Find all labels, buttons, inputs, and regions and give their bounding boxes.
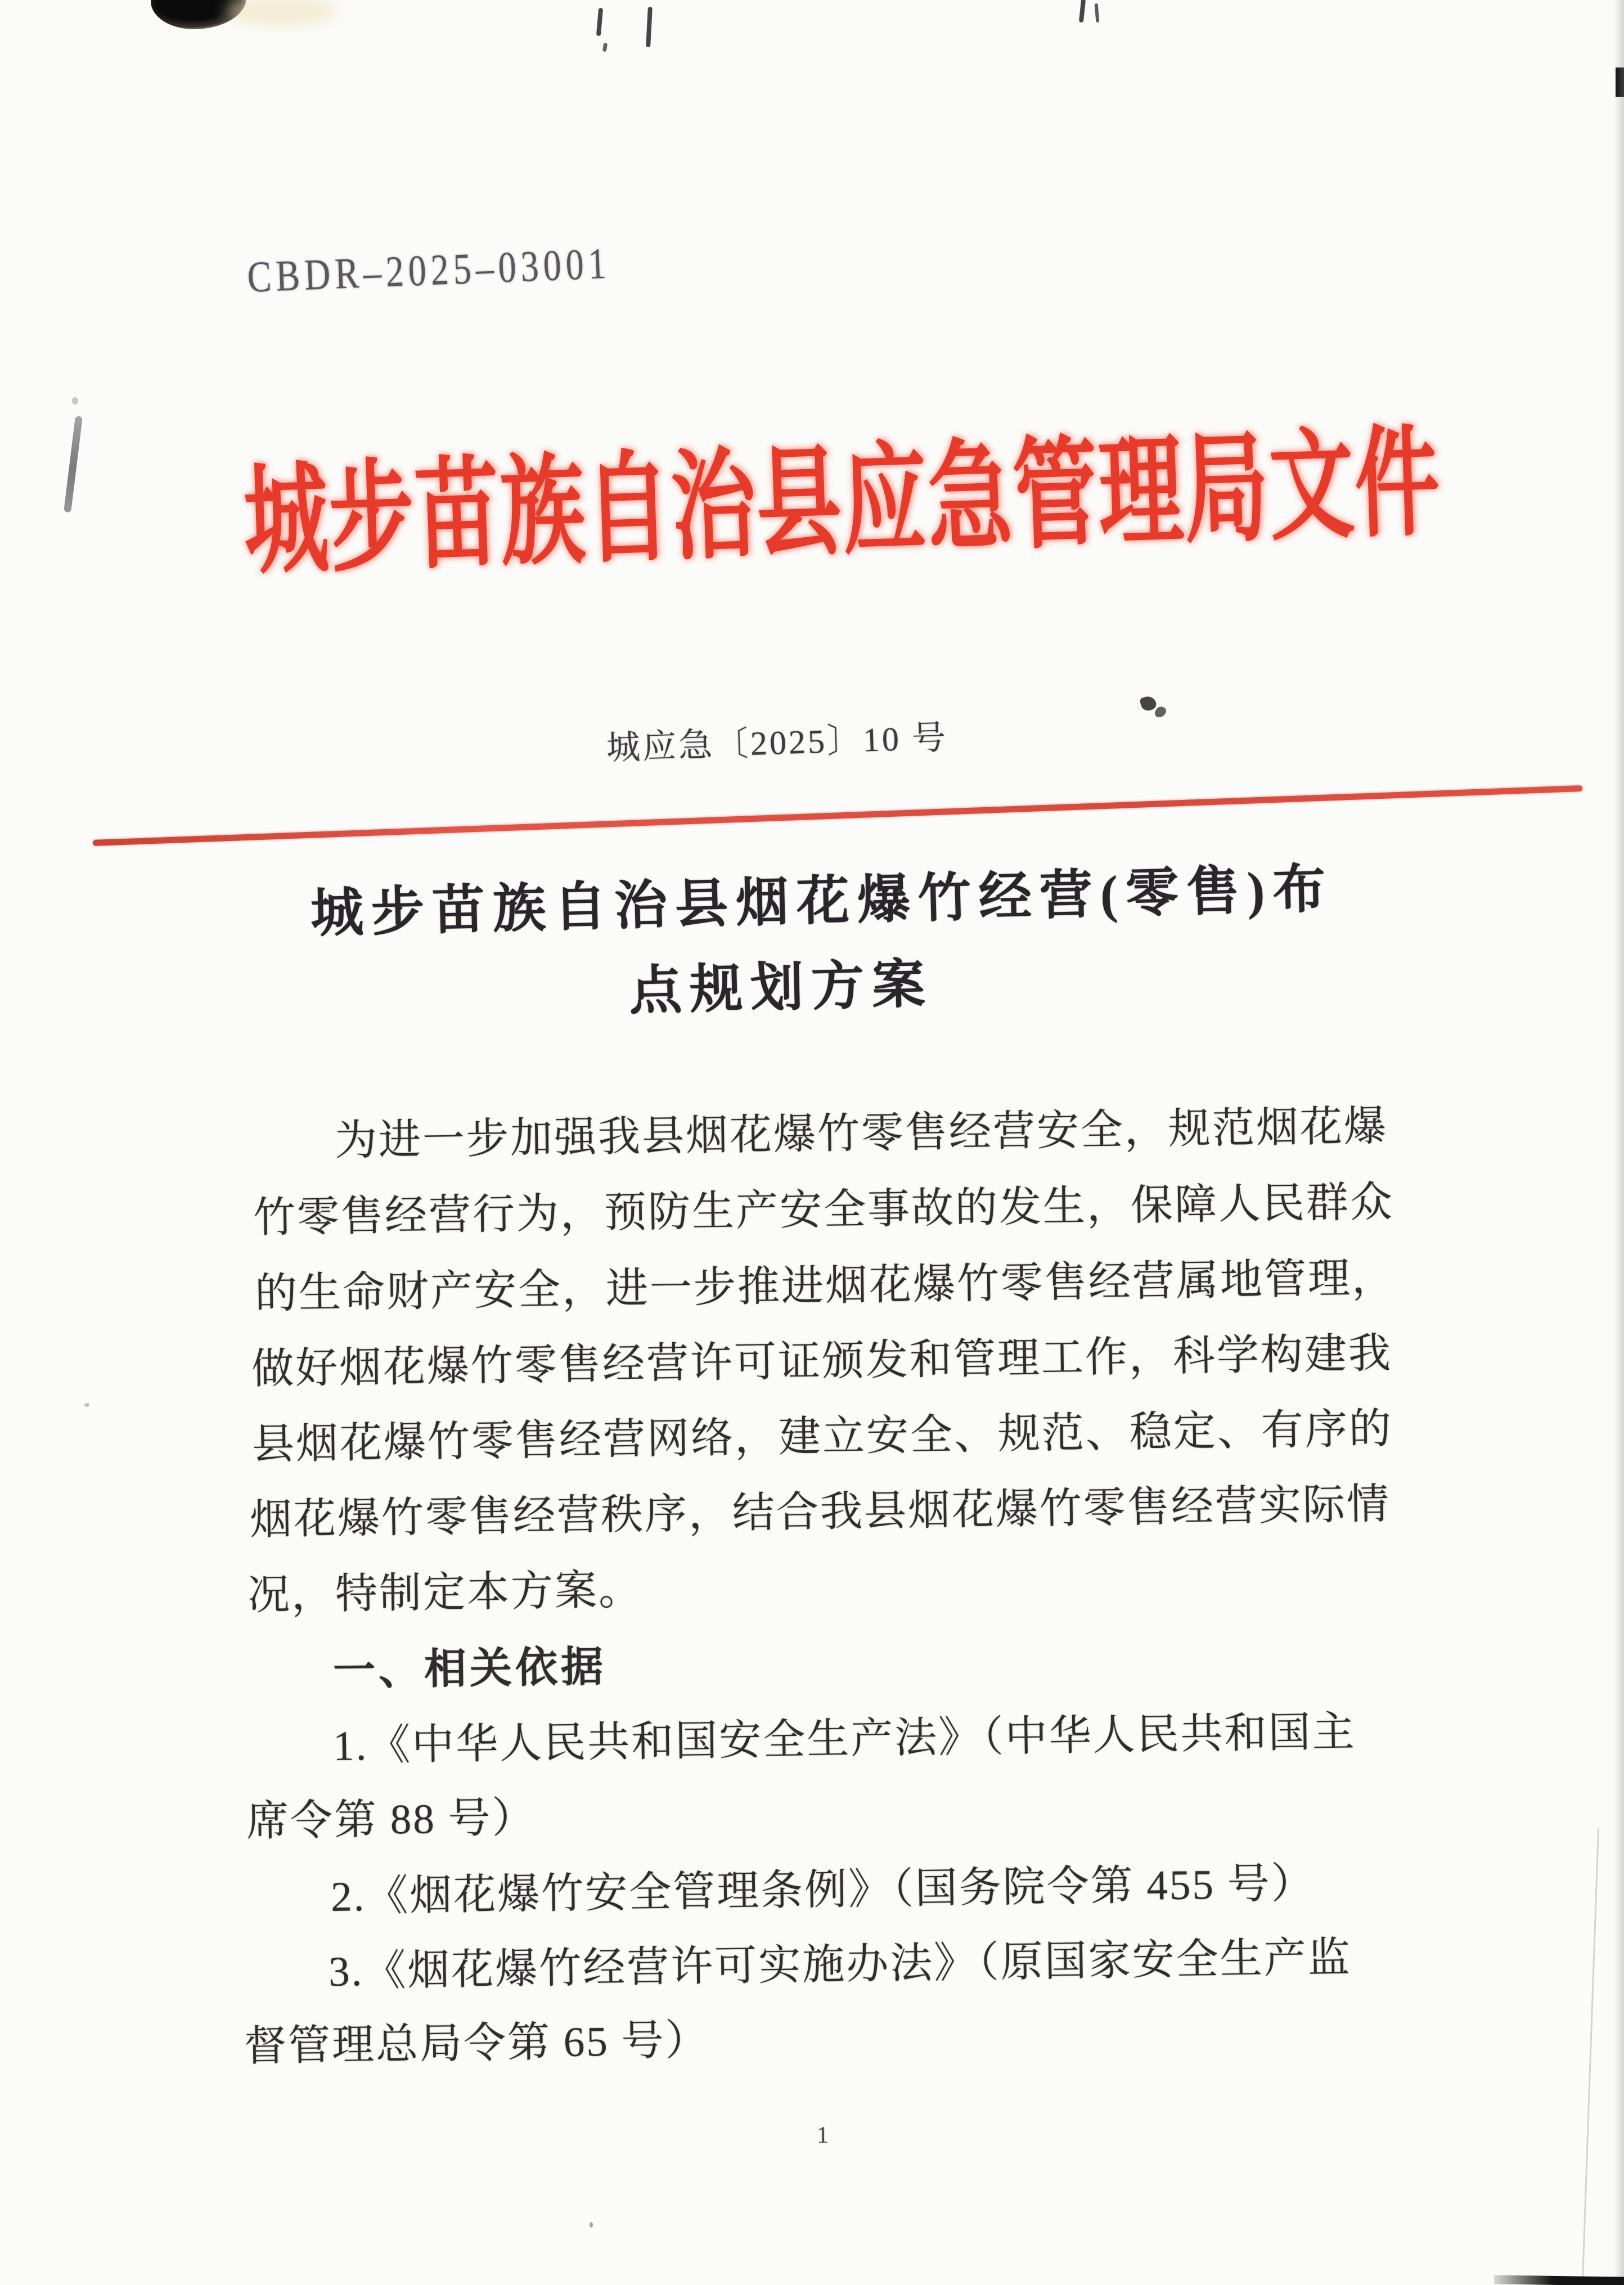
bottom-right-scan-edge bbox=[1494, 2275, 1624, 2285]
doc-code: CBDR–2025–03001 bbox=[246, 239, 612, 302]
body-line: 烟花爆竹零售经营秩序，结合我县烟花爆竹零售经营实际情 bbox=[249, 1481, 1391, 1544]
ink-scribble-artifact bbox=[1154, 705, 1167, 719]
pen-mark-artifact bbox=[1095, 3, 1100, 23]
scan-speck bbox=[590, 2222, 593, 2228]
doc-title-line2: 点规划方案 bbox=[628, 955, 934, 1021]
list-item-line: 督管理总局令第 65 号） bbox=[244, 2017, 710, 2070]
body-line: 况，特制定本方案。 bbox=[247, 1567, 643, 1619]
body-line: 竹零售经营行为，预防生产安全事故的发生，保障人民群众 bbox=[253, 1179, 1394, 1242]
list-item-line: 3.《烟花爆竹经营许可实施办法》（原国家安全生产监 bbox=[328, 1934, 1352, 1995]
pencil-dot-artifact bbox=[72, 397, 78, 404]
pen-mark-artifact bbox=[646, 7, 653, 47]
list-item-line: 1.《中华人民共和国安全生产法》（中华人民共和国主 bbox=[332, 1708, 1357, 1770]
pen-mark-artifact bbox=[596, 8, 603, 37]
body-line: 县烟花爆竹零售经营网络，建立安全、规范、稳定、有序的 bbox=[251, 1405, 1393, 1468]
list-item-line: 席令第 88 号） bbox=[246, 1794, 537, 1845]
pen-mark-artifact bbox=[602, 43, 608, 52]
pen-mark-artifact bbox=[1079, 0, 1086, 23]
pencil-slash-artifact bbox=[64, 416, 83, 512]
red-separator-rule bbox=[93, 785, 1583, 846]
scan-speck bbox=[84, 1403, 89, 1407]
page-number: 1 bbox=[816, 2122, 829, 2149]
body-line: 为进一步加强我县烟花爆竹零售经营安全，规范烟花爆 bbox=[334, 1103, 1388, 1164]
scan-edge-diagonal bbox=[1581, 1828, 1599, 2285]
ink-scribble-artifact bbox=[1139, 695, 1158, 712]
doc-number: 城应急〔2025〕10 号 bbox=[606, 718, 948, 767]
ink-blob-halo-artifact bbox=[225, 0, 338, 26]
body-line: 做好烟花爆竹零售经营许可证颁发和管理工作，科学构建我 bbox=[251, 1330, 1393, 1393]
doc-title-line1: 城步苗族自治县烟花爆竹经营(零售)布 bbox=[309, 860, 1334, 943]
list-item-line: 2.《烟花爆竹安全管理条例》（国务院令第 455 号） bbox=[330, 1860, 1316, 1920]
body-line: 的生命财产安全，进一步推进烟花爆竹零售经营属地管理， bbox=[254, 1254, 1396, 1317]
banner-title: 城步苗族自治县应急管理局文件 bbox=[241, 417, 1443, 590]
right-edge-shadow bbox=[1614, 0, 1624, 2285]
section-heading: 一、相关依据 bbox=[332, 1643, 607, 1694]
